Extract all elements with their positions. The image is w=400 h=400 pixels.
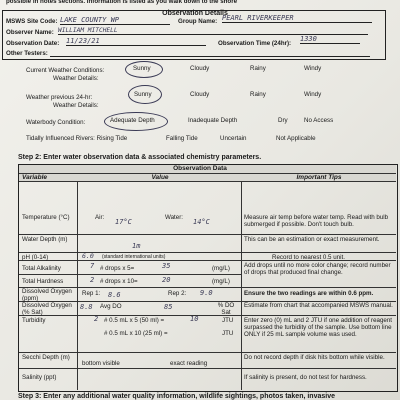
avg-do-label: Avg DO bbox=[100, 303, 122, 310]
previous-weather-label: Weather previous 24-hr: bbox=[26, 94, 93, 101]
step3-heading: Step 3: Enter any additional water quality information, wildlife sightings, photos taken, invasive bbox=[18, 393, 335, 400]
water-label: Water: bbox=[165, 214, 183, 221]
water-depth-label: Water Depth (m) bbox=[22, 236, 68, 243]
site-code-field[interactable]: LAKE COUNTY WP bbox=[60, 16, 170, 25]
previous-option-sunny[interactable]: Sunny bbox=[134, 91, 152, 98]
do-sat-label: Dissolved Oxygen (% Sat) bbox=[22, 302, 72, 316]
col-value-header: Value bbox=[151, 174, 169, 181]
table-title: Observation Data bbox=[173, 165, 227, 172]
current-weather-details-label: Weather Details: bbox=[53, 75, 99, 82]
observation-time-field[interactable]: 1330 bbox=[300, 35, 360, 44]
salinity-tip: If salinity is present, do not test for hardness. bbox=[244, 374, 367, 381]
hardness-unit: (mg/L) bbox=[212, 278, 230, 285]
turbidity-tip: Enter zero (0) mL and 2 JTU if one addition of reagent surpassed the turbidity of the sample. Use bottom line ONLY if 25 mL sample volume was used. bbox=[244, 317, 393, 338]
water-depth-value[interactable]: 1m bbox=[132, 242, 141, 250]
site-code-label: MSWS Site Code: bbox=[6, 18, 58, 25]
previous-option-windy[interactable]: Windy bbox=[304, 91, 322, 98]
turbidity-line2-unit: JTU bbox=[222, 330, 234, 337]
hardness-value[interactable]: 20 bbox=[162, 276, 171, 284]
secchi-depth-label: Secchi Depth (m) bbox=[22, 354, 70, 361]
turbidity-count-value[interactable]: 2 bbox=[94, 315, 99, 323]
waterbody-option-inadequate[interactable]: Inadequate Depth bbox=[188, 117, 238, 124]
other-testers-label: Other Testers: bbox=[6, 50, 48, 57]
hardness-drops-label: # drops x 10= bbox=[100, 278, 138, 285]
waterbody-option-no-access[interactable]: No Access bbox=[304, 117, 334, 124]
secchi-tip: Do not record depth if disk hits bottom while visible. bbox=[244, 354, 385, 361]
page-top-text: possible in notes sections. Information is listed as you walk down to the shore bbox=[6, 0, 238, 5]
water-temp-value[interactable]: 14°C bbox=[193, 218, 210, 226]
do-rep1-label: Rep 1: bbox=[82, 290, 101, 297]
col-variable-header: Variable bbox=[22, 174, 48, 181]
tidal-rising-option[interactable]: Tidally Influenced Rivers: Rising Tide bbox=[26, 135, 128, 142]
alkalinity-hardness-tip: Add drops until no more color change; record number of drops that produced final change. bbox=[244, 262, 391, 276]
alkalinity-value[interactable]: 35 bbox=[162, 262, 171, 270]
avg-do-value[interactable]: 8.8 bbox=[80, 303, 93, 311]
alkalinity-drops-value[interactable]: 7 bbox=[90, 262, 95, 270]
air-temp-value[interactable]: 17°C bbox=[115, 218, 132, 226]
temperature-label: Temperature (°C) bbox=[22, 214, 70, 221]
dissolved-oxygen-label: Dissolved Oxygen (ppm) bbox=[22, 288, 72, 302]
current-option-rainy[interactable]: Rainy bbox=[250, 65, 266, 72]
observation-date-label: Observation Date: bbox=[6, 40, 60, 47]
water-depth-tip: This can be an estimation or exact measurement. bbox=[244, 236, 380, 243]
previous-option-cloudy[interactable]: Cloudy bbox=[190, 91, 210, 98]
observer-name-field[interactable]: WILLIAM MITCHELL bbox=[58, 27, 368, 35]
tidal-uncertain-option[interactable]: Uncertain bbox=[220, 135, 247, 142]
air-label: Air: bbox=[95, 214, 105, 221]
waterbody-condition-label: Waterbody Condition: bbox=[26, 119, 86, 126]
do-sat-tip: Estimate from chart that accompanied MSWS manual. bbox=[244, 302, 393, 309]
observation-details-title: Observation Details bbox=[162, 10, 228, 17]
current-option-sunny[interactable]: Sunny bbox=[133, 65, 151, 72]
secchi-bottom-visible[interactable]: bottom visible bbox=[82, 360, 120, 367]
previous-weather-details-label: Weather Details: bbox=[53, 102, 99, 109]
alkalinity-drops-label: # drops x 5= bbox=[100, 265, 135, 272]
tidal-falling-option[interactable]: Falling Tide bbox=[166, 135, 198, 142]
col-tips-header: Important Tips bbox=[296, 174, 342, 181]
current-option-cloudy[interactable]: Cloudy bbox=[190, 65, 210, 72]
ph-value[interactable]: 6.0 bbox=[82, 252, 94, 260]
turbidity-label: Turbidity bbox=[22, 317, 46, 324]
step2-heading: Step 2: Enter water observation data & associated chemistry parameters. bbox=[18, 154, 262, 161]
do-sat-value[interactable]: 85 bbox=[164, 303, 173, 311]
do-rep2-label: Rep 2: bbox=[168, 290, 187, 297]
turbidity-line1-unit: JTU bbox=[222, 317, 234, 324]
do-rep2-value[interactable]: 9.0 bbox=[200, 289, 213, 297]
waterbody-option-dry[interactable]: Dry bbox=[278, 117, 288, 124]
observation-date-field[interactable]: 11/23/21 bbox=[66, 37, 206, 46]
group-name-field[interactable]: PEARL RIVERKEEPER bbox=[222, 14, 372, 23]
other-testers-field[interactable] bbox=[50, 49, 370, 57]
temperature-tip: Measure air temp before water temp. Read with bulb submerged if possible. Don't touch bulb. bbox=[244, 214, 389, 228]
salinity-label: Salinity (ppt) bbox=[22, 374, 57, 381]
total-hardness-label: Total Hardness bbox=[22, 278, 64, 285]
group-name-label: Group Name: bbox=[178, 18, 218, 25]
turbidity-line1-label: # 0.5 mL x 5 (50 ml) = bbox=[104, 317, 165, 324]
previous-option-rainy[interactable]: Rainy bbox=[250, 91, 266, 98]
ph-tip: Record to nearest 0.5 unit. bbox=[272, 254, 345, 261]
ph-label: pH (0-14) bbox=[22, 254, 49, 261]
do-rep1-value[interactable]: 8.6 bbox=[108, 291, 121, 299]
waterbody-option-adequate[interactable]: Adequate Depth bbox=[110, 117, 155, 124]
total-alkalinity-label: Total Alkalinity bbox=[22, 265, 61, 272]
current-weather-label: Current Weather Conditions: bbox=[26, 67, 105, 74]
secchi-exact-reading[interactable]: exact reading bbox=[170, 360, 208, 367]
observation-time-label: Observation Time (24hr): bbox=[218, 40, 292, 47]
hardness-drops-value[interactable]: 2 bbox=[90, 276, 95, 284]
current-option-windy[interactable]: Windy bbox=[304, 65, 322, 72]
dissolved-oxygen-tip: Ensure the two readings are within 0.6 ppm. bbox=[244, 290, 374, 297]
turbidity-line2-label: # 0.5 mL x 10 (25 ml) = bbox=[104, 330, 168, 337]
ph-unit: (standard international units) bbox=[102, 254, 166, 260]
alkalinity-unit: (mg/L) bbox=[212, 265, 230, 272]
do-sat-unit: % DO Sat bbox=[217, 302, 235, 316]
observer-name-label: Observer Name: bbox=[6, 29, 54, 36]
tidal-not-applicable-option[interactable]: Not Applicable bbox=[276, 135, 316, 142]
turbidity-line1-value[interactable]: 10 bbox=[190, 315, 199, 323]
